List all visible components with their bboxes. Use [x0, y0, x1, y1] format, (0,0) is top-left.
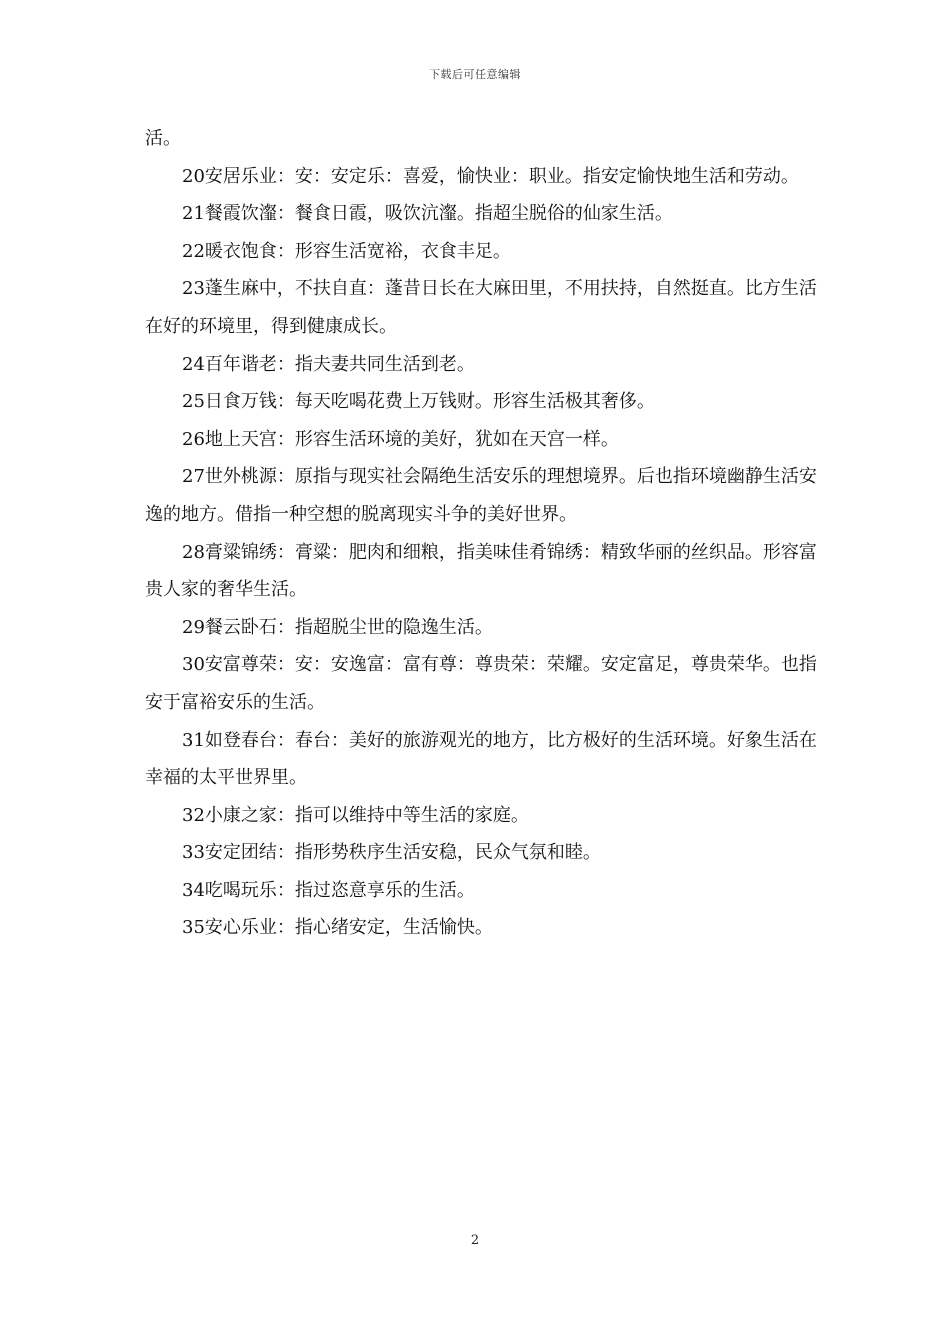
paragraph-item-27: 27世外桃源：原指与现实社会隔绝生活安乐的理想境界。后也指环境幽静生活安逸的地方。借指一种空想的脱离现实斗争的美好世界。	[145, 466, 817, 525]
paragraph-item-26: 26地上天宫：形容生活环境的美好，犹如在天宫一样。	[182, 428, 619, 450]
paragraph-item-21: 21餐霞饮瀣：餐食日霞，吸饮沆瀣。指超尘脱俗的仙家生活。	[182, 203, 673, 225]
page-header: 下载后可任意编辑	[429, 68, 521, 81]
paragraph-item-24: 24百年谐老：指夫妻共同生活到老。	[182, 353, 475, 375]
document-body	[145, 120, 825, 947]
paragraph-item-31: 31如登春台：春台：美好的旅游观光的地方，比方极好的生活环境。好象生活在幸福的太平世界里。	[145, 729, 817, 789]
paragraph-item-30: 30安富尊荣：安：安逸富：富有尊：尊贵荣：荣耀。安定富足，尊贵荣华。也指安于富裕安乐的生活。	[145, 654, 817, 713]
paragraph-item-34: 34吃喝玩乐：指过恣意享乐的生活。	[182, 879, 475, 901]
paragraph-item-25: 25日食万钱：每天吃喝花费上万钱财。形容生活极其奢侈。	[182, 391, 655, 413]
paragraph-item-28: 28膏粱锦绣：膏粱：肥肉和细粮，指美味佳肴锦绣：精致华丽的丝织品。形容富贵人家的奢华生活。	[145, 541, 817, 601]
paragraph-item-33: 33安定团结：指形势秩序生活安稳，民众气氛和睦。	[182, 842, 601, 864]
paragraph-item-35: 35安心乐业：指心绪安定，生活愉快。	[182, 917, 493, 939]
page-number: 2	[470, 1233, 480, 1248]
paragraph-item-32: 32小康之家：指可以维持中等生活的家庭。	[182, 804, 529, 826]
paragraph-item-23: 23蓬生麻中，不扶自直：蓬昔日长在大麻田里，不用扶持，自然挺直。比方生活在好的环境里，得到健康成长。	[145, 278, 817, 337]
paragraph-continuation: 活。	[145, 128, 181, 149]
paragraph-item-20: 20安居乐业：安：安定乐：喜爱，愉快业：职业。指安定愉快地生活和劳动。	[182, 165, 799, 187]
paragraph-item-29: 29餐云卧石：指超脱尘世的隐逸生活。	[182, 616, 493, 638]
paragraph-item-22: 22暖衣饱食：形容生活宽裕，衣食丰足。	[182, 240, 511, 262]
